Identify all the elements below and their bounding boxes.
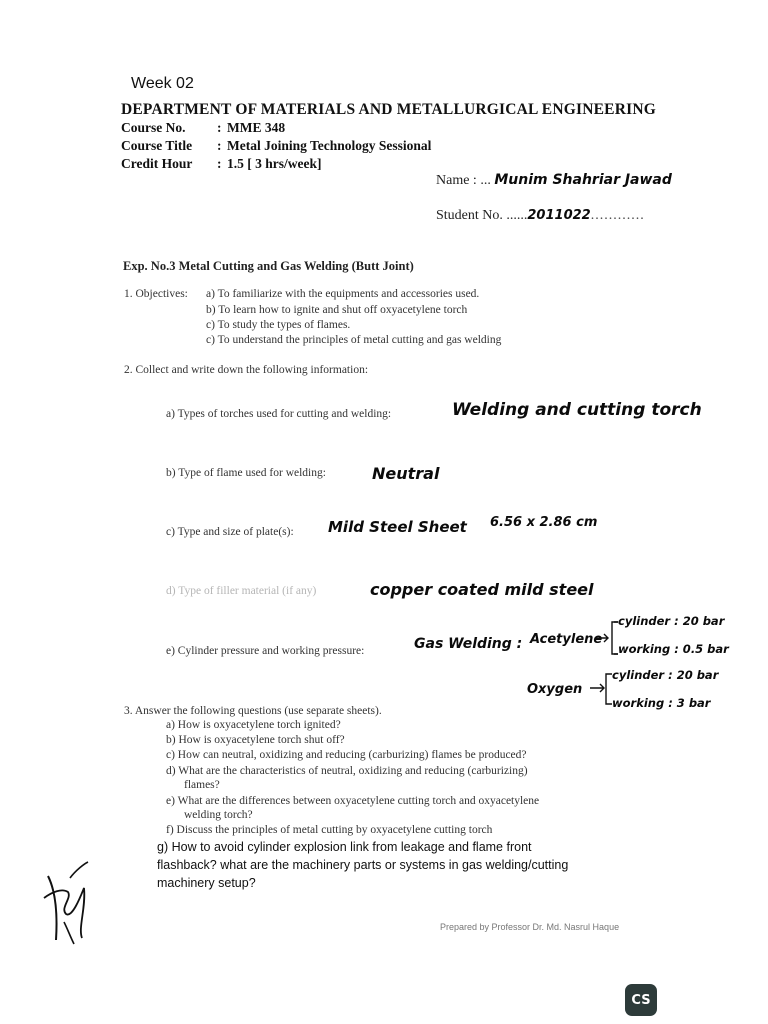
- objective-item: a) To familiarize with the equipments and accessories used.: [206, 288, 480, 300]
- course-title-value: Metal Joining Technology Sessional: [227, 138, 432, 153]
- department-title: DEPARTMENT OF MATERIALS AND METALLURGICAL ENGINEERING: [121, 101, 656, 118]
- question-g-line: machinery setup?: [157, 876, 256, 890]
- torch-type-label: a) Types of torches used for cutting and welding:: [166, 408, 392, 420]
- prepared-by: Prepared by Professor Dr. Md. Nasrul Haque: [440, 922, 620, 932]
- name-label: Name : ...: [436, 173, 491, 188]
- course-no-row: [121, 120, 285, 136]
- plate-type-label: c) Type and size of plate(s):: [166, 526, 294, 538]
- flame-type-answer: Neutral: [372, 464, 440, 483]
- credit-hour-row: [121, 156, 322, 172]
- student-id-value: 2011022: [527, 208, 591, 223]
- question-item-continued: flames?: [184, 779, 220, 791]
- handwritten-signature: [40, 858, 95, 953]
- camscanner-badge: CS: [625, 984, 657, 1016]
- name-field: [436, 172, 672, 189]
- plate-type-answer: Mild Steel Sheet: [328, 518, 467, 536]
- plate-size-answer: 6.56 x 2.86 cm: [490, 515, 598, 530]
- question-item: d) What are the characteristics of neutral, oxidizing and reducing (carburizing): [166, 765, 528, 777]
- objective-item: c) To understand the principles of metal cutting and gas welding: [206, 334, 502, 346]
- flame-type-label: b) Type of flame used for welding:: [166, 467, 326, 479]
- colon: :: [217, 156, 222, 171]
- questions-heading: 3. Answer the following questions (use separate sheets).: [124, 705, 382, 717]
- name-value: Munim Shahriar Jawad: [494, 172, 672, 188]
- gas-welding-answer: Gas Welding :: [414, 636, 523, 652]
- collect-heading: 2. Collect and write down the following information:: [124, 364, 369, 376]
- question-item: b) How is oxyacetylene torch shut off?: [166, 734, 345, 746]
- colon: :: [217, 138, 222, 153]
- colon: :: [217, 120, 222, 135]
- student-id-dots: ............: [590, 208, 645, 223]
- question-item: f) Discuss the principles of metal cutting by oxyacetylene cutting torch: [166, 824, 493, 836]
- objectives-heading: 1. Objectives:: [124, 288, 188, 300]
- question-g-line: g) How to avoid cylinder explosion link from leakage and flame front: [157, 840, 532, 854]
- objective-item: b) To learn how to ignite and shut off oxyacetylene torch: [206, 304, 468, 316]
- filler-material-answer: copper coated mild steel: [370, 580, 594, 599]
- credit-hour-label: Credit Hour: [121, 156, 193, 171]
- course-title-label: Course Title: [121, 138, 193, 153]
- filler-material-label: d) Type of filler material (if any): [166, 585, 317, 597]
- credit-hour-value: 1.5 [ 3 hrs/week]: [227, 156, 322, 171]
- question-item-continued: welding torch?: [184, 809, 253, 821]
- acetylene-answer: Acetylene: [530, 632, 603, 647]
- acetylene-working-pressure: working : 0.5 bar: [618, 642, 729, 656]
- student-id-label: Student No. ......: [436, 208, 528, 223]
- question-g-line: flashback? what are the machinery parts or systems in gas welding/cutting: [157, 858, 569, 872]
- question-item: a) How is oxyacetylene torch ignited?: [166, 719, 341, 731]
- course-no-value: MME 348: [227, 120, 286, 135]
- objective-item: c) To study the types of flames.: [206, 319, 351, 331]
- oxygen-answer: Oxygen: [527, 682, 583, 697]
- week-label: Week 02: [131, 75, 194, 92]
- experiment-title: Exp. No.3 Metal Cutting and Gas Welding (Butt Joint): [123, 259, 414, 273]
- question-item: e) What are the differences between oxyacetylene cutting torch and oxyacetylene: [166, 795, 540, 807]
- oxygen-cylinder-pressure: cylinder : 20 bar: [612, 668, 719, 682]
- oxygen-working-pressure: working : 3 bar: [612, 696, 711, 710]
- course-no-label: Course No.: [121, 120, 186, 135]
- pressure-bracket-arrows: [590, 614, 740, 714]
- torch-type-answer: Welding and cutting torch: [452, 400, 702, 420]
- question-item: c) How can neutral, oxidizing and reducing (carburizing) flames be produced?: [166, 749, 527, 761]
- pressure-label: e) Cylinder pressure and working pressure:: [166, 645, 365, 657]
- course-title-row: [121, 138, 431, 154]
- acetylene-cylinder-pressure: cylinder : 20 bar: [618, 614, 725, 628]
- student-id-field: [436, 208, 645, 224]
